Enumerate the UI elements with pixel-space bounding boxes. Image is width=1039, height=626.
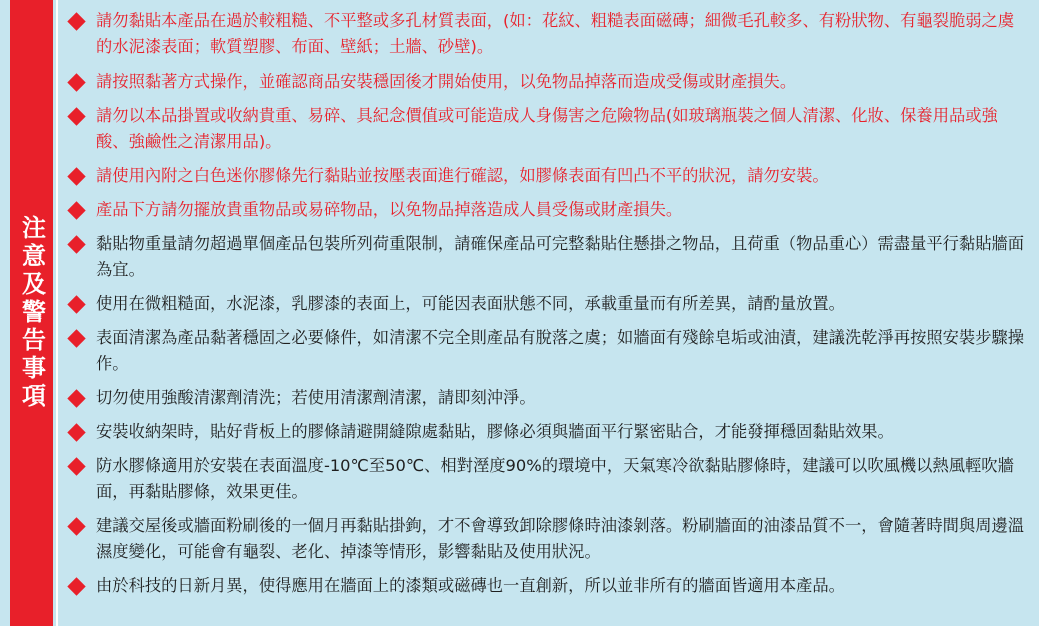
bullet-diamond-icon: [67, 329, 85, 347]
notice-item-8: [62, 325, 1030, 377]
divider-line: [56, 0, 58, 626]
bullet-diamond-icon: [67, 389, 85, 407]
bullet-diamond-icon: [67, 167, 85, 185]
notice-text: 建議交屋後或牆面粉刷後的一個月再黏貼掛鉤，才不會導致卸除膠條時油漆剝落。粉刷牆面的油漆品質不一，會隨著時間與周邊溫濕度變化，可能會有龜裂、老化、掉漆等情形，影響黏貼及使用狀況。: [96, 516, 1025, 561]
notice-text: 請勿黏貼本產品在過於較粗糙、不平整或多孔材質表面，(如：花紋、粗糙表面磁磚；細微毛孔較多、有粉狀物、有龜裂脆弱之虞的水泥漆表面；軟質塑膠、布面、壁紙；土牆、砂壁)。: [96, 11, 1015, 56]
notice-text: 由於科技的日新月異，使得應用在牆面上的漆類或磁磚也一直創新，所以並非所有的牆面皆適用本產品。: [96, 576, 845, 595]
bullet-diamond-icon: [67, 73, 85, 91]
notice-text: 表面清潔為產品黏著穩固之必要條件，如清潔不完全則產品有脫落之虞；如牆面有殘餘皂垢或油漬，建議洗乾淨再按照安裝步驟操作。: [96, 328, 1025, 373]
notice-text: 黏貼物重量請勿超過單個產品包裝所列荷重限制，請確保產品可完整黏貼住懸掛之物品，且荷重（物品重心）需盡量平行黏貼牆面為宜。: [96, 234, 1025, 279]
notice-item-9: [62, 385, 1030, 411]
notice-text: 請按照黏著方式操作，並確認商品安裝穩固後才開始使用，以免物品掉落而造成受傷或財產損失。: [96, 72, 797, 91]
notice-text: 請勿以本品掛置或收納貴重、易碎、具紀念價值或可能造成人身傷害之危險物品(如玻璃瓶裝之個人清潔、化妝、保養用品或強酸、強鹼性之清潔用品)。: [96, 106, 998, 151]
notice-item-12: [62, 513, 1030, 565]
bullet-diamond-icon: [67, 457, 85, 475]
notice-item-3: [62, 103, 1030, 155]
notice-item-4: [62, 163, 1030, 189]
notice-item-7: [62, 291, 1030, 317]
sidebar-title: 注意及警告事項: [17, 215, 46, 411]
bullet-diamond-icon: [67, 12, 85, 30]
notice-text: 安裝收納架時，貼好背板上的膠條請避開縫隙處黏貼，膠條必須與牆面平行緊密貼合，才能發揮穩固黏貼效果。: [96, 422, 894, 441]
notice-item-6: [62, 231, 1030, 283]
bullet-diamond-icon: [67, 201, 85, 219]
notice-text: 使用在微粗糙面，水泥漆，乳膠漆的表面上，可能因表面狀態不同，承載重量而有所差異，請酌量放置。: [96, 294, 845, 313]
notice-item-1: [62, 8, 1030, 60]
notice-text: 請使用內附之白色迷你膠條先行黏貼並按壓表面進行確認，如膠條表面有凹凸不平的狀況，請勿安裝。: [96, 166, 829, 185]
notice-text: 防水膠條適用於安裝在表面溫度-10℃至50℃、相對溼度90%的環境中，天氣寒冷欲黏貼膠條時，建議可以吹風機以熱風輕吹牆面，再黏貼膠條，效果更佳。: [96, 456, 1014, 501]
notice-item-2: [62, 69, 1030, 95]
notice-list: [62, 8, 1030, 608]
bullet-diamond-icon: [67, 577, 85, 595]
bullet-diamond-icon: [67, 107, 85, 125]
notice-item-5: [62, 197, 1030, 223]
notice-text: 產品下方請勿擺放貴重物品或易碎物品，以免物品掉落造成人員受傷或財產損失。: [96, 200, 683, 219]
notice-item-10: [62, 419, 1030, 445]
notice-text: 切勿使用強酸清潔劑清洗；若使用清潔劑清潔，請即刻沖淨。: [96, 388, 536, 407]
bullet-diamond-icon: [67, 517, 85, 535]
notice-item-11: [62, 453, 1030, 505]
notice-item-13: [62, 573, 1030, 599]
bullet-diamond-icon: [67, 235, 85, 253]
bullet-diamond-icon: [67, 423, 85, 441]
bullet-diamond-icon: [67, 295, 85, 313]
